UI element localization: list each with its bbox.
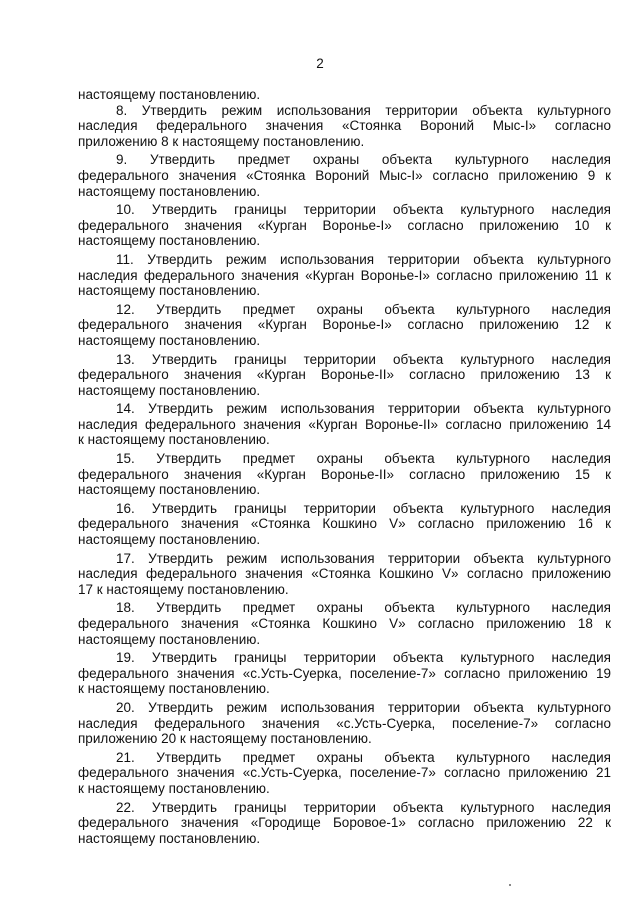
item-10-line-2: федерального значения «Курган Воронье-I» согласно приложению 10 к — [78, 217, 611, 233]
item-20-line-3: приложению 20 к настоящему постановлению. — [78, 731, 372, 747]
item-12-line-2: федерального значения «Курган Воронье-I» согласно приложению 12 к — [78, 317, 611, 333]
item-12-line-3: настоящему постановлению. — [78, 332, 261, 348]
item-11-line-2: наследия федерального значения «Курган Воронье-I» согласно приложению 11 к — [78, 267, 611, 283]
item-18-line-1: 18. Утвердить предмет охраны объекта культурного наследия — [116, 600, 611, 616]
item-9-line-3: настоящему постановлению. — [78, 183, 261, 199]
item-14-line-2: наследия федерального значения «Курган Воронье-II» согласно приложению 14 — [78, 416, 611, 432]
item-22-line-3: настоящему постановлению. — [78, 830, 261, 846]
item-10-line-1: 10. Утвердить границы территории объекта культурного наследия — [116, 202, 611, 218]
item-21-line-2: федерального значения «с.Усть-Суерка, поселение-7» согласно приложению 21 — [78, 765, 611, 781]
item-22-line-1: 22. Утвердить границы территории объекта культурного наследия — [116, 799, 611, 815]
item-16-line-1: 16. Утвердить границы территории объекта культурного наследия — [116, 500, 611, 516]
scan-dot — [509, 884, 511, 886]
item-19-line-3: к настоящему постановлению. — [78, 681, 270, 697]
item-18-line-2: федерального значения «Стоянка Кошкино V» согласно приложению 18 к — [78, 616, 611, 631]
item-15-line-3: настоящему постановлению. — [78, 482, 261, 498]
item-13-line-3: настоящему постановлению. — [78, 382, 261, 398]
item-20-line-1: 20. Утвердить режим использования территории объекта культурного — [116, 699, 611, 715]
item-19-line-1: 19. Утвердить границы территории объекта культурного наследия — [116, 650, 611, 666]
item-10-line-3: настоящему постановлению. — [78, 233, 261, 249]
item-8-line-3: приложению 8 к настоящему постановлению. — [78, 133, 365, 149]
item-9-line-1: 9. Утвердить предмет охраны объекта культурного наследия — [116, 152, 611, 168]
text-line: настоящему постановлению. — [78, 87, 261, 102]
item-12-line-1: 12. Утвердить предмет охраны объекта культурного наследия — [116, 301, 611, 317]
item-15-line-1: 15. Утвердить предмет охраны объекта культурного наследия — [116, 451, 611, 467]
page-number: 2 — [316, 56, 324, 71]
item-14-line-1: 14. Утвердить режим использования территории объекта культурного — [116, 401, 611, 417]
item-18-line-3: настоящему постановлению. — [78, 631, 261, 647]
item-16-line-3: настоящему постановлению. — [78, 532, 261, 548]
item-21-line-1: 21. Утвердить предмет охраны объекта культурного наследия — [116, 749, 611, 765]
item-9-line-2: федерального значения «Стоянка Вороний Мыс-I» согласно приложению 9 к — [78, 167, 611, 183]
item-19-line-2: федерального значения «с.Усть-Суерка, поселение-7» согласно приложению 19 — [78, 665, 611, 681]
item-15-line-2: федерального значения «Курган Воронье-II» согласно приложению 15 к — [78, 466, 611, 482]
item-13-line-2: федерального значения «Курган Воронье-II» согласно приложению 13 к — [78, 367, 611, 383]
item-11-line-1: 11. Утвердить режим использования территории объекта культурного — [116, 251, 611, 267]
item-14-line-3: к настоящему постановлению. — [78, 432, 270, 448]
item-22-line-2: федерального значения «Городище Боровое-1» согласно приложению 22 к — [78, 815, 611, 831]
document-body — [78, 87, 611, 846]
item-13-line-1: 13. Утвердить границы территории объекта культурного наследия — [116, 351, 611, 367]
item-17-line-1: 17. Утвердить режим использования территории объекта культурного — [116, 550, 611, 566]
item-21-line-3: к настоящему постановлению. — [78, 780, 270, 796]
item-8-line-2: наследия федерального значения «Стоянка Вороний Мыс-I» согласно — [78, 118, 611, 134]
item-17-line-3: 17 к настоящему постановлению. — [78, 581, 289, 597]
item-16-line-2: федерального значения «Стоянка Кошкино V» согласно приложению 16 к — [78, 516, 611, 532]
item-20-line-2: наследия федерального значения «с.Усть-Суерка, поселение-7» согласно — [78, 715, 611, 731]
item-17-line-2: наследия федерального значения «Стоянка Кошкино V» согласно приложению — [78, 566, 611, 582]
item-8-line-1: 8. Утвердить режим использования территории объекта культурного — [116, 102, 611, 118]
item-11-line-3: настоящему постановлению. — [78, 283, 261, 299]
